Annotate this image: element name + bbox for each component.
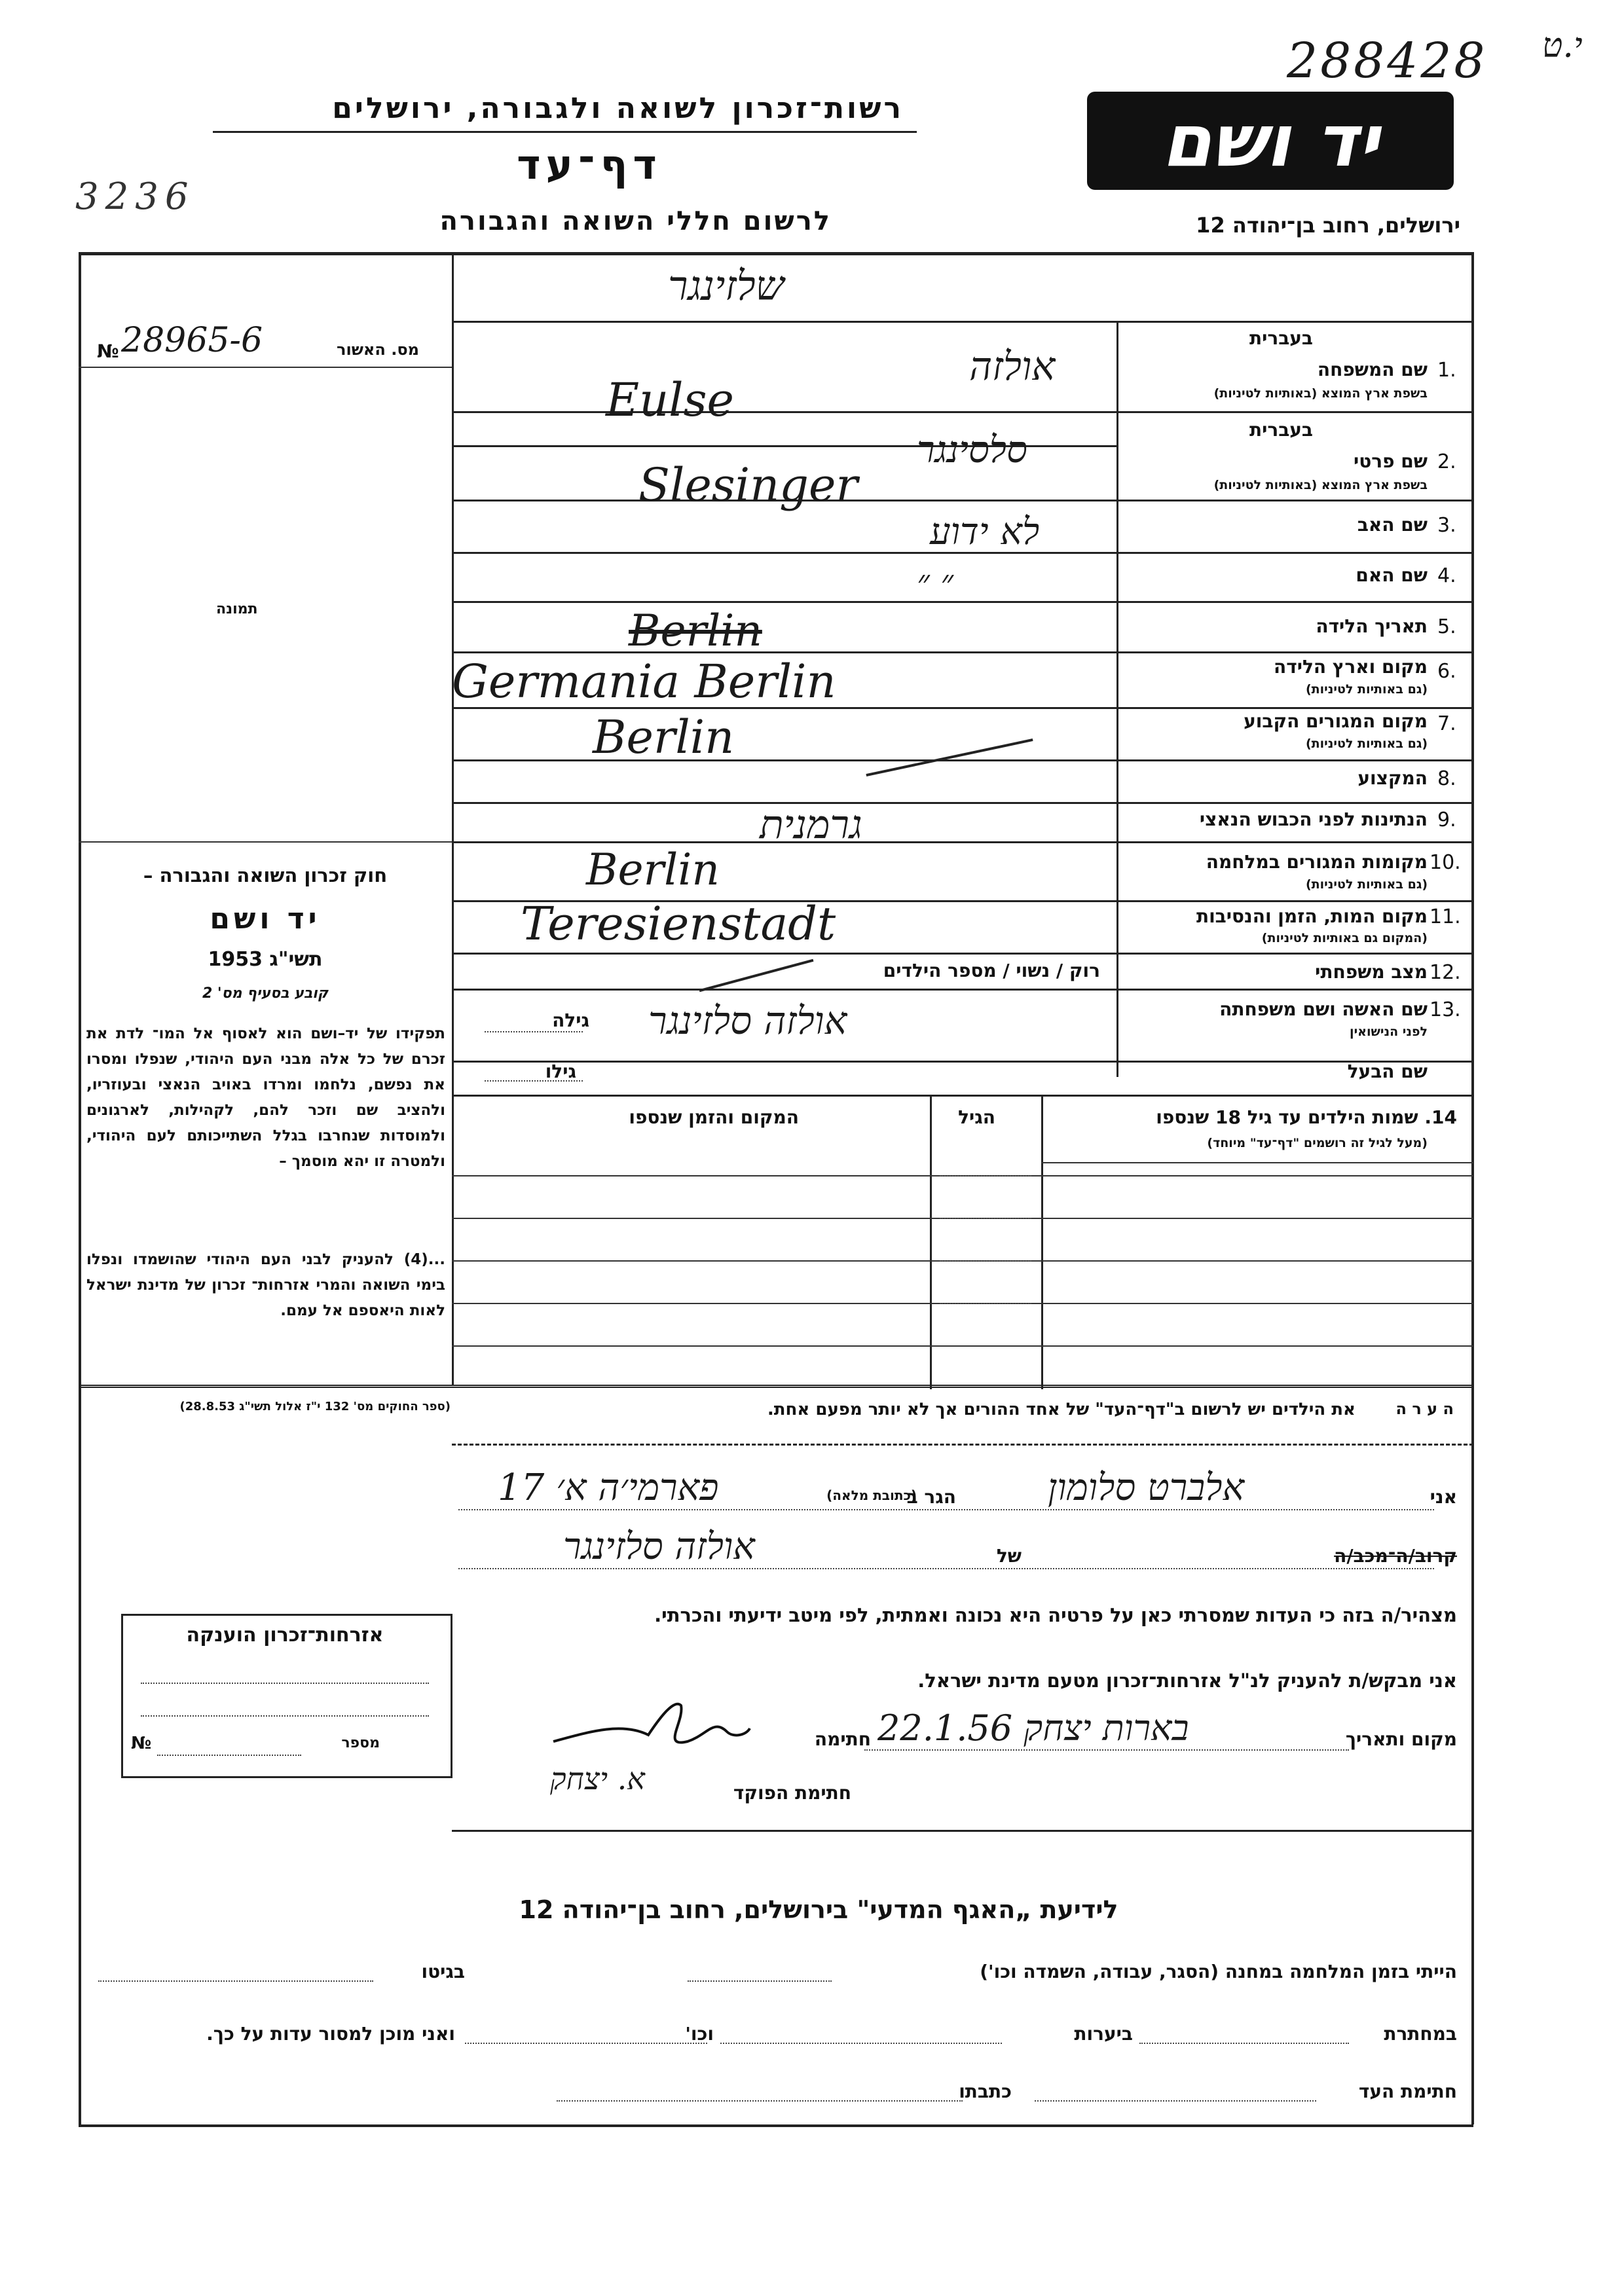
photo-label: תמונה: [216, 601, 258, 617]
row-line-13: [452, 1061, 1473, 1063]
declaration-lives-at: הגר ב: [906, 1486, 956, 1508]
husband-label: שם הבעל: [1347, 1061, 1428, 1082]
field-10-label: מקומות המגורים במלחמה: [1206, 851, 1428, 873]
children-bottom: [79, 1385, 1473, 1388]
field-2-number: 2.: [1437, 450, 1456, 473]
field-4-label: שם האם: [1356, 564, 1428, 586]
declaration-i-label: אני: [1430, 1486, 1457, 1508]
address: ירושלים, רחוב בן־יהודה 12: [1196, 213, 1460, 238]
children-title: 14. שמות הילדים עד גיל 18 שנספו: [1156, 1106, 1457, 1128]
husband-age-line: [485, 1080, 583, 1082]
declaration-address-note: (כתובת מלאה): [826, 1487, 917, 1503]
field-3-number: 3.: [1437, 514, 1456, 537]
nationality-value: גרמנית: [760, 802, 862, 848]
field-12-number: 12.: [1430, 961, 1461, 984]
authority-name: רשות־זכרון לשואה ולגבורה, ירושלים: [332, 92, 904, 125]
children-age-col: הגיל: [958, 1106, 995, 1128]
residence-value: Berlin: [593, 710, 735, 764]
field-6-number: 6.: [1437, 660, 1456, 683]
row-line-4: [452, 601, 1473, 603]
law-title: חוק זכרון השואה והגבורה –: [143, 864, 388, 886]
footer-line2-dots-2: [720, 2043, 1002, 2044]
place-date-label: מקום ותאריך: [1345, 1728, 1457, 1750]
frame-top: [79, 252, 1473, 255]
children-row-5: [452, 1345, 1473, 1347]
form-subtitle: לרשום חללי השואה והגבורה: [439, 206, 832, 236]
field-11-number: 11.: [1430, 905, 1461, 928]
footer-line1-a: הייתי בזמן המלחמה במחנה (הסגר, עבודה, השמדה וכו'): [980, 1961, 1457, 1982]
law-citation: (ספר החוקים מס' 132 י"ז אלול תשי"ג 28.8.53): [179, 1400, 451, 1413]
field-8-number: 8.: [1437, 767, 1456, 790]
citizenship-line-1: [141, 1683, 429, 1684]
official-signature-value: א. יצחק: [550, 1761, 645, 1796]
law-paragraph-2: ...(4) להעניק לבני העם היהודי שהושמדו ונפלו בימי השואה והמרי אזרחות־ זכרון של מדינת ישראל לאות היאספם אל עמם.: [86, 1251, 445, 1319]
birth-place-value: Germania Berlin: [452, 655, 836, 708]
children-age-dots-4: [940, 1303, 1031, 1304]
children-age-dots-2: [940, 1218, 1031, 1219]
field-5-number: 5.: [1437, 615, 1456, 638]
field-3-label: שם האב: [1357, 514, 1428, 536]
field-8-label: המקצוע: [1357, 767, 1428, 789]
footer-line3-dots-2: [557, 2100, 963, 2102]
footer-line1-dots-1: [688, 1980, 832, 1982]
wife-name-value: אולזה סלזינגר: [648, 998, 847, 1043]
footer-line3-b: כתבתו: [959, 2081, 1012, 2102]
signature-label: חתימה: [814, 1728, 871, 1750]
yad-vashem-logo: [1087, 92, 1454, 190]
note-bottom-line: [452, 1444, 1473, 1446]
law-clause: קובע בסעיף מס' 2: [202, 985, 329, 1002]
of-label: של: [996, 1545, 1022, 1567]
note-text: את הילדים יש לרשום ב"דף־העד" של אחד ההורים אך לא יותר מפעם אחת.: [767, 1400, 1356, 1419]
wife-age-label: גילה: [552, 1010, 589, 1031]
field-9-number: 9.: [1437, 809, 1456, 831]
field-7-sub: (גם באותיות לטיניות): [1305, 737, 1428, 751]
footer-line1-b: בגיטו: [421, 1961, 465, 1982]
field-1-label: שם המשפחה: [1317, 359, 1428, 380]
declaration-line-2: [458, 1568, 1434, 1569]
field-2-label: שם פרטי: [1353, 450, 1428, 472]
field-6-label: מקום וארץ הלידה: [1274, 656, 1428, 678]
signature-mark: [550, 1696, 753, 1755]
field-9-label: הנתינות לפני הכבוש הנאצי: [1199, 809, 1428, 830]
official-signature-label: חתימת הפוקד: [733, 1782, 851, 1804]
footer-title: לידיעת „האגף המדעי" בירושלים, רחוב בן־יהודה 12: [519, 1895, 1118, 1924]
footer-line2-dots-3: [465, 2043, 707, 2044]
relation-label: קרוב/ה־מכב/ה: [1334, 1545, 1457, 1567]
registration-no-sign: №: [97, 340, 119, 362]
field-4-number: 4.: [1437, 564, 1456, 587]
authority-underline: [213, 131, 917, 133]
row-line-11: [452, 953, 1473, 955]
field-10-sub: (גם באותיות לטיניות): [1305, 877, 1428, 892]
row-line-1: [452, 411, 1473, 413]
family-status-dash: [699, 959, 814, 992]
surname-top-line: [452, 321, 1473, 323]
stamp-number: 3236: [75, 175, 195, 218]
profession-dash: [866, 738, 1033, 776]
citizenship-number-label: מספר: [341, 1735, 380, 1751]
row-line-2: [452, 500, 1473, 501]
field-13-sub: לפני הנישואין: [1350, 1025, 1428, 1039]
registration-label: מס. האשור: [337, 340, 419, 359]
field-7-label: מקום המגורים הקבוע: [1244, 710, 1428, 732]
archive-number: 288428: [1287, 33, 1488, 89]
note-label: ה ע ר ה: [1395, 1400, 1454, 1418]
footer-line3-dots-1: [1035, 2100, 1316, 2102]
field-2-hebrew-tag: בעברית: [1249, 419, 1313, 441]
citizenship-box-title: אזרחות־זכרון הוענקה: [186, 1624, 384, 1647]
declaration-bottom: [452, 1830, 1473, 1832]
footer-line3-a: חתימת העד: [1358, 2081, 1457, 2102]
children-header-line: [1041, 1162, 1473, 1163]
citizenship-no-sign: №: [131, 1734, 152, 1753]
row-line-8: [452, 802, 1473, 804]
logo-text: יד ושם: [1161, 99, 1380, 183]
first-name-latin-value: Slesinger: [638, 458, 858, 512]
wife-age-line: [485, 1031, 583, 1032]
field-12-label: מצב משפחתי: [1315, 961, 1428, 983]
frame-right: [1471, 252, 1474, 2124]
left-column-divider: [452, 252, 454, 1385]
field-11-label: מקום המות, הזמן והנסיבות: [1196, 905, 1428, 927]
corner-mark: י.ט: [1542, 26, 1583, 65]
frame-bottom: [79, 2124, 1473, 2127]
citizenship-line-2: [141, 1715, 429, 1717]
field-11-sub: (המקום גם באותיות לטיניות): [1261, 931, 1428, 945]
declaration-line-1: [458, 1509, 1434, 1510]
children-top: [452, 1095, 1473, 1097]
footer-line2-a: במחתרת: [1384, 2023, 1457, 2045]
field-7-number: 7.: [1437, 712, 1456, 735]
first-name-hebrew-value: אולזה: [969, 344, 1056, 390]
field-6-sub: (גם באותיות לטיניות): [1305, 682, 1428, 697]
children-age-dots-3: [940, 1260, 1031, 1262]
mother-name-value: ״ ״: [917, 563, 954, 602]
first-name-hebrew2-value: סלסינגר: [917, 429, 1027, 471]
law-name: יד ושם: [210, 902, 321, 936]
place-date-value: בארות יצחק 22.1.56: [877, 1707, 1189, 1749]
declarant-name-value: אלברט סלומון: [1048, 1467, 1245, 1509]
photo-bottom-line: [79, 841, 452, 843]
row-line-5: [452, 651, 1473, 653]
declaration-statement: מצהיר/ה בזה כי העדות שמסרתי כאן על פרטיה היא נכונה ואמתית, לפי מיטב ידיעתי והכרתי.: [654, 1604, 1457, 1626]
field-1-sub: בשפת ארץ המוצא (באותיות לטיניות): [1213, 386, 1428, 401]
label-column-divider: [1116, 321, 1118, 1077]
row-line-9: [452, 841, 1473, 843]
field-13-number: 13.: [1430, 998, 1461, 1021]
footer-line2-b: ביערות: [1074, 2023, 1133, 2045]
field-13-label: שם האשה ושם משפחתה: [1219, 998, 1428, 1020]
death-place-value: Teresienstadt: [521, 897, 836, 951]
husband-age-label: גילו: [545, 1061, 576, 1082]
footer-line2-dots-1: [1139, 2043, 1349, 2044]
field-2-sub: בשפת ארץ המוצא (באותיות לטיניות): [1213, 478, 1428, 492]
registration-value: 28965-6: [121, 321, 263, 360]
citizenship-number-line: [157, 1755, 301, 1756]
field-1-hebrew-tag: בעברית: [1249, 327, 1313, 349]
family-status-options: רוק / נשוי / מספר הילדים: [883, 960, 1100, 981]
wartime-places-value: Berlin: [586, 845, 720, 895]
declaration-address-value: פארמי׳ה א׳ 17: [498, 1467, 719, 1509]
footer-line2-c: וכו': [685, 2023, 714, 2045]
row-line-12: [452, 989, 1473, 991]
children-age-dots-1: [940, 1175, 1031, 1176]
registration-line: [79, 367, 452, 368]
of-value: אולזה סלזינגר: [563, 1525, 755, 1568]
form-title: דף־עד: [517, 141, 662, 189]
frame-left: [79, 252, 81, 2124]
place-date-line: [864, 1749, 1349, 1751]
surname-latin-value: Eulse: [606, 373, 734, 427]
field-10-number: 10.: [1430, 851, 1461, 874]
law-paragraph-1: תפקידו של יד–ושם הוא לאסוף אל המו־ לדת את זכרם של כל אלה מבני העם היהודי, שנפלו ומסרו את נפשם, נלחמו ומרדו באויב הנאצי ובעוזריו, ולהציב שם וזכר להם, לקהילות, לארגונים ולמוסדות שנחרבו בגלל השתייכותם לעם היהודי, ולמטרה זו יהא מוסמך –: [86, 1025, 445, 1170]
children-place-col: המקום והזמן שנספו: [629, 1106, 799, 1128]
footer-line1-dots-2: [98, 1980, 373, 1982]
children-note: (מעל לגיל זה רושמים "דף־עד" מיוחד): [1207, 1136, 1428, 1150]
field-1-number: 1.: [1437, 359, 1456, 382]
footer-line2-d: ואני מוכן למסור עדות על כך.: [206, 2023, 455, 2045]
law-year: תשי"ג 1953: [208, 948, 323, 971]
birth-date-value: Berlin: [629, 606, 762, 656]
declaration-request: אני מבקש/ת להעניק לנ"ל אזרחות־זכרון מטעם מדינת ישראל.: [917, 1669, 1457, 1692]
field-5-label: תאריך הלידה: [1316, 615, 1428, 637]
father-name-value: לא ידוע: [930, 511, 1040, 553]
surname-hebrew-value: שלזינגר: [668, 262, 784, 310]
